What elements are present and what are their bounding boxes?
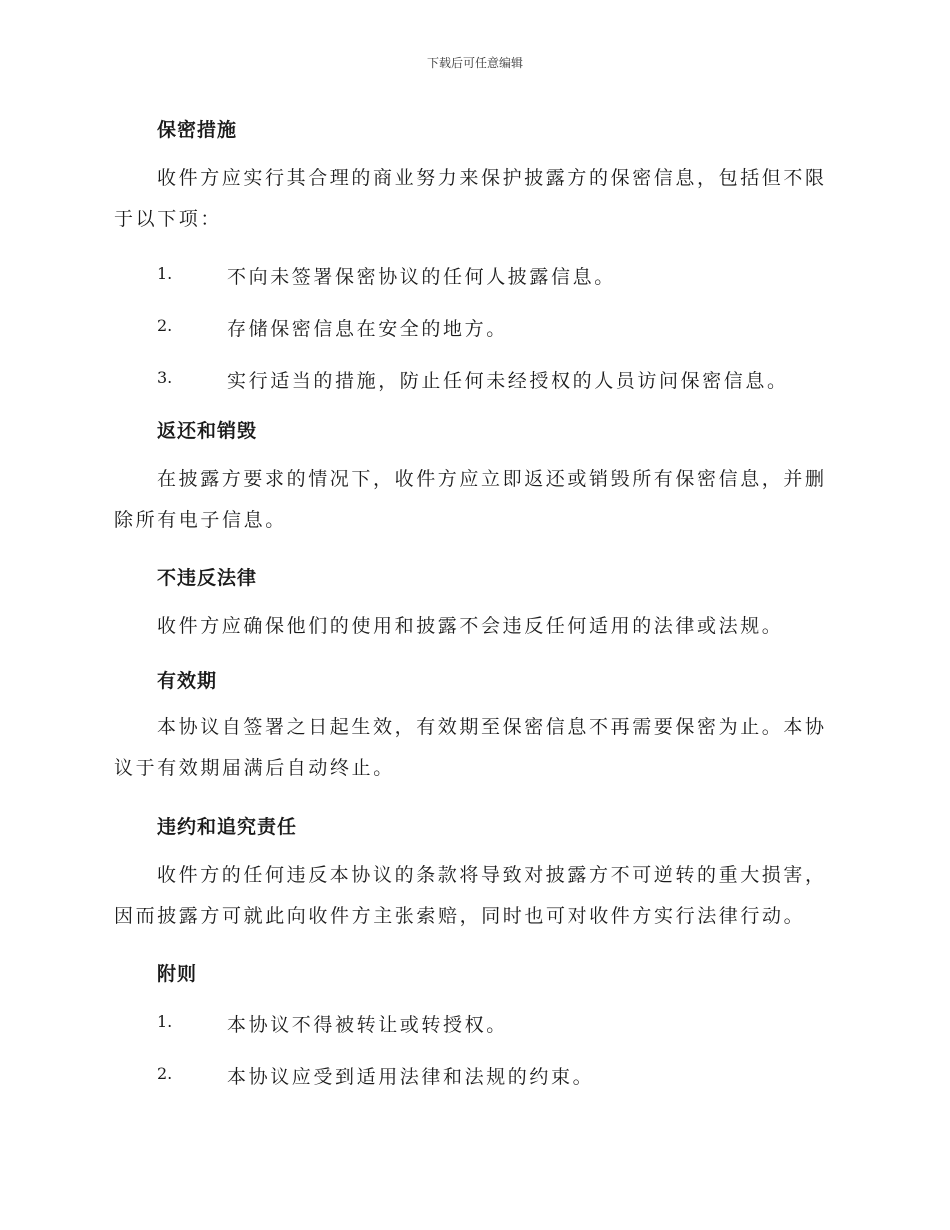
list-item-text: 本协议应受到适用法律和法规的约束。 — [227, 1066, 595, 1088]
section-heading-breach: 违约和追究责任 — [157, 816, 298, 838]
list-item-number: 2. — [157, 316, 173, 335]
paragraph-term: 本协议自签署之日起生效，有效期至保密信息不再需要保密为止。本协议于有效期届满后自动终止。 — [114, 716, 827, 779]
section-heading-term: 有效期 — [157, 670, 218, 692]
list-item-text: 实行适当的措施，防止任何未经授权的人员访问保密信息。 — [227, 370, 789, 392]
list-item-text: 存储保密信息在安全的地方。 — [227, 318, 508, 340]
paragraph-law: 收件方应确保他们的使用和披露不会违反任何适用的法律或法规。 — [157, 615, 784, 637]
list-item-number: 1. — [157, 1012, 173, 1031]
page-header: 下载后可任意编辑 — [426, 56, 523, 70]
list-item-text: 不向未签署保密协议的任何人披露信息。 — [227, 266, 616, 288]
section-heading-appendix: 附则 — [157, 963, 198, 985]
paragraph-breach: 收件方的任何违反本协议的条款将导致对披露方不可逆转的重大损害，因而披露方可就此向收件方主张索赔，同时也可对收件方实行法律行动。 — [114, 864, 827, 927]
paragraph-confidentiality: 收件方应实行其合理的商业努力来保护披露方的保密信息，包括但不限于以下项： — [114, 167, 827, 230]
section-heading-return: 返还和销毁 — [157, 420, 258, 442]
section-heading-law: 不违反法律 — [157, 567, 258, 589]
list-item-number: 1. — [157, 264, 173, 283]
section-heading-confidentiality: 保密措施 — [157, 119, 238, 141]
paragraph-return: 在披露方要求的情况下，收件方应立即返还或销毁所有保密信息，并删除所有电子信息。 — [114, 468, 827, 531]
list-item-text: 本协议不得被转让或转授权。 — [227, 1014, 508, 1036]
list-item-number: 2. — [157, 1064, 173, 1083]
list-item-number: 3. — [157, 368, 173, 387]
